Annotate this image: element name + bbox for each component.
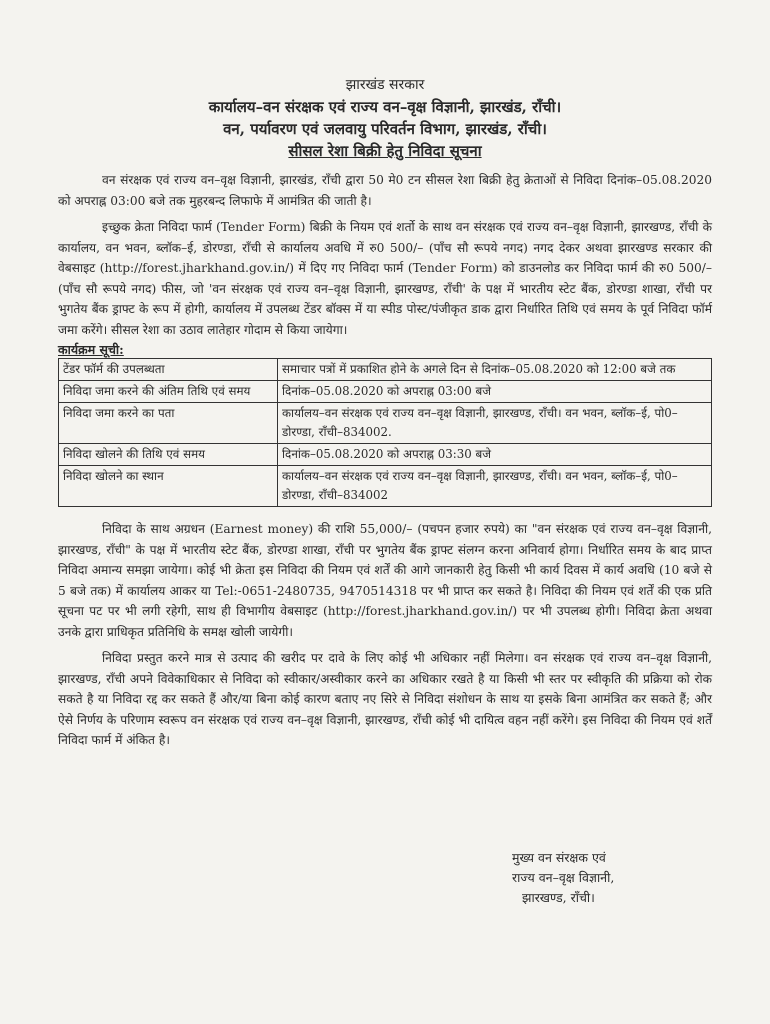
schedule-value: दिनांक–05.08.2020 को अपराह्न 03:30 बजे <box>278 444 712 466</box>
notice-title: सीसल रेशा बिक्री हेतु निविदा सूचना <box>288 142 482 160</box>
schedule-label: निविदा जमा करने की अंतिम तिथि एवं समय <box>59 381 278 403</box>
signature-line: झारखण्ड, राँची। <box>522 890 595 905</box>
earnest-money-paragraph: निविदा के साथ अग्रधन (Earnest money) की राशि 55,000/– (पचपन हजार रुपये) का "वन संरक्षक एवं राज्य वन–वृक्ष विज्ञानी, झारखण्ड, राँची" के पक्ष में भारतीय स्टेट बैंक, डोरण्डा शाखा, राँची पर भुगतेय बैंक ड्राफ्ट संलग्न करना अनिवार्य होगा। निर्धारित समय के बाद प्राप्त निविदा अमान्य समझा जायेगा। कोई भी क्रेता इस निविदा की नियम एवं शर्तें की आगे जानकारी हेतु किसी भी कार्य दिवस में कार्य अवधि (10 बजे से 5 बजे तक) में कार्यालय आकर या Tel:-0651-2480735, 9470514318 पर भी प्राप्त कर सकते है। निविदा की नियम एवं शर्तें की एक प्रति सूचना पट पर भी लगी रहेगी, साथ ही विभागीय वेबसाइट (http://forest.jharkhand.gov.in/) पर भी उपलब्ध होगी। निविदा क्रेता अथवा उनके द्वारा प्राधिकृत प्रतिनिधि के समक्ष खोली जायेगी। <box>58 522 712 639</box>
schedule-label: निविदा जमा करने का पता <box>59 403 278 444</box>
government-name: झारखंड सरकार <box>345 77 425 93</box>
table-row <box>59 381 712 403</box>
table-row <box>59 403 712 444</box>
department-name: वन, पर्यावरण एवं जलवायु परिवर्तन विभाग, झारखंड, राँची। <box>223 120 547 138</box>
notice-header <box>58 74 712 162</box>
schedule-title: कार्यक्रम सूची: <box>58 342 124 357</box>
schedule-value: दिनांक–05.08.2020 को अपराह्न 03:00 बजे <box>278 381 712 403</box>
schedule-value: कार्यालय–वन संरक्षक एवं राज्य वन–वृक्ष विज्ञानी, झारखण्ड, राँची। वन भवन, ब्लॉक–ई, पो0–डोरण्डा, राँची–834002 <box>278 466 712 507</box>
schedule-label: निविदा खोलने की तिथि एवं समय <box>59 444 278 466</box>
office-name: कार्यालय–वन संरक्षक एवं राज्य वन–वृक्ष विज्ञानी, झारखंड, राँची। <box>208 98 562 116</box>
signature-line: मुख्य वन संरक्षक एवं <box>512 850 606 865</box>
rights-paragraph: निविदा प्रस्तुत करने मात्र से उत्पाद की खरीद पर दावे के लिए कोई भी अधिकार नहीं मिलेगा। वन संरक्षक एवं राज्य वन–वृक्ष विज्ञानी, झारखण्ड, राँची अपने विवेकाधिकार से निविदा को स्वीकार/अस्वीकार करने का अधिकार रखते है या किसी भी स्तर पर स्वीकृति की प्रक्रिया को रोक सकते है या निविदा रद्द कर सकते हैं और/या बिना कोई कारण बताए नए सिरे से निविदा संशोधन के साथ या इसके बिना आमंत्रित कर सकते हैं; और ऐसे निर्णय के परिणाम स्वरूप वन संरक्षक एवं राज्य वन–वृक्ष विज्ञानी, झारखण्ड, राँची कोई भी दायित्व वहन नहीं करेंगे। इस निविदा की नियम एवं शर्तें निविदा फार्म में अंकित है। <box>58 651 712 747</box>
schedule-value: समाचार पत्रों में प्रकाशित होने के अगले दिन से दिनांक–05.08.2020 को 12:00 बजे तक <box>278 359 712 381</box>
signature-block <box>512 848 614 908</box>
table-row <box>59 359 712 381</box>
intro-paragraph: वन संरक्षक एवं राज्य वन–वृक्ष विज्ञानी, झारखंड, राँची द्वारा 50 मे0 टन सीसल रेशा बिक्री हेतु क्रेताओं से निविदा दिनांक–05.08.2020 को अपराह्न 03:00 बजे तक मुहरबन्द लिफाफे में आमंत्रित की जाती है। <box>58 173 712 208</box>
schedule-table <box>58 358 712 507</box>
schedule-label: टेंडर फॉर्म की उपलब्धता <box>59 359 278 381</box>
schedule-value: कार्यालय–वन संरक्षक एवं राज्य वन–वृक्ष विज्ञानी, झारखण्ड, राँची। वन भवन, ब्लॉक–ई, पो0–डोरण्डा, राँची–834002. <box>278 403 712 444</box>
signature-line: राज्य वन–वृक्ष विज्ञानी, <box>512 870 615 885</box>
table-row <box>59 466 712 507</box>
table-row <box>59 444 712 466</box>
schedule-label: निविदा खोलने का स्थान <box>59 466 278 507</box>
tender-form-paragraph: इच्छुक क्रेता निविदा फार्म (Tender Form) बिक्री के नियम एवं शर्तो के साथ वन संरक्षक एवं राज्य वन–वृक्ष विज्ञानी, झारखण्ड, राँची के कार्यालय, वन भवन, ब्लॉक–ई, डोरण्डा, राँची से कार्यालय अवधि में रु0 500/– (पाँच सौ रूपये नगद) नगद देकर अथवा झारखण्ड सरकार की वेबसाइट (http://forest.jharkhand.gov.in/) में दिए गए निविदा फार्म (Tender Form) को डाउनलोड कर निविदा फार्म की रु0 500/– (पाँच सौ रूपये नगद) फीस, जो 'वन संरक्षक एवं राज्य वन–वृक्ष विज्ञानी, झारखण्ड, राँची' के पक्ष में भारतीय स्टेट बैंक, डोरण्डा शाखा, राँची पर भुगतेय बैंक ड्राफ्ट के रूप में होगी, कार्यालय में उपलब्ध टेंडर बॉक्स में या स्पीड पोस्ट/पंजीकृत डाक द्वारा निर्धारित तिथि एवं समय के पूर्व निविदा फॉर्म जमा करेंगे। सीसल रेशा का उठाव लातेहार गोदाम से किया जायेगा। <box>58 220 712 337</box>
